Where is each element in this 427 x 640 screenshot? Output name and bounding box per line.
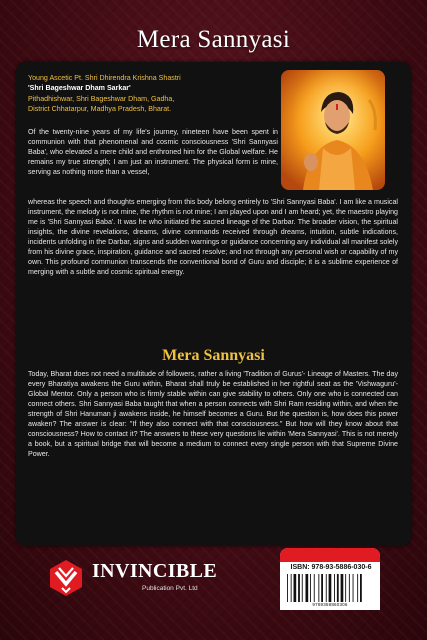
isbn-header-band: [280, 548, 380, 562]
publisher-name: INVINCIBLE: [92, 560, 218, 582]
body-paragraph-2: Today, Bharat does not need a multitude of followers, rather a living 'Tradition of Gurus'- Lineage of Masters. The day every Bharatiya awakens the Guru within, Bharat shall truly be established in her rightful seat as the 'Vishwaguru'- Global Mentor. Only a person who is firmly stable within can give stability to others. Only one who is connected can connect others. Shri Sannyasi Baba taught that when a person connects with Shri Ram residing within, and when the strength of Shri Hanuman ji awakens inside, he himself becomes a Guru. But the question is, how does this power awaken? The answer is clear: "If they also connect with that consciousness." But how will they know about that consciousness? How to contact it? The answers to these very questions lie within 'Mera Sannyasi'. This is not merely a book, but a spiritual bridge that will become a medium to connect every single person with that Supreme Divine Power.: [28, 370, 398, 459]
author-portrait-icon: [281, 70, 385, 190]
barcode-icon: [286, 574, 374, 602]
publisher-subline: Publication Pvt. Ltd: [142, 585, 198, 592]
author-line1: Young Ascetic Pt. Shri Dhirendra Krishna Shastri: [28, 74, 181, 82]
isbn-barcode-box: [280, 548, 380, 610]
cover-title: Mera Sannyasi: [136, 26, 291, 53]
isbn-label: ISBN: 978-93-5886-030-6: [290, 564, 372, 571]
author-title: 'Shri Bageshwar Dham Sarkar': [28, 84, 131, 93]
body-paragraph-1a: Of the twenty-nine years of my life's journey, nineteen have been spent in communion with that phenomenal and cosmic consciousness 'Shri Sannyasi Baba', who elevated a mere child and enthroned him for the Global welfare. He remains my true strength; I am just an instrument. The physical form is mine, serving as nothing more than a vessel,: [28, 128, 278, 177]
author-photo: [281, 70, 385, 190]
author-line4: District Chhatarpur, Madhya Pradesh, Bharat.: [28, 105, 172, 114]
barcode-number: 9789358860306: [312, 602, 348, 607]
section-subtitle: Mera Sannyasi: [162, 347, 265, 364]
author-block: [28, 73, 268, 115]
body-paragraph-1b: whereas the speech and thoughts emerging from this body belong entirely to 'Shri Sannyasi Baba'. I am like a musical instrument, the melody is not mine, the rhythm is not mine; I am played upon and I am heard; yet, the maestro playing me is 'Shri Sannyasi Baba'. It was he who initiated the sacred lineage of the Darbar. The broader vision, the spiritual insights, the divine revelations, dreams, divine commands received through dreams, intuition, subtle indications, incidents unfolding in the Darbar, signs and sudden warnings or guidance concerning any individual all manifest solely from his divine grace, inspiration, guidance and sacred resolve; and not through any personal wish or capability of my own. This profound communion transcends the conventional bond of Guru and disciple; it is a sublime experience of merging with a subtle and cosmic spiritual energy.: [28, 198, 398, 277]
invincible-logo-icon: [46, 558, 86, 598]
author-line3: Pithadhishwar, Shri Bageshwar Dham, Gadha,: [28, 94, 175, 103]
